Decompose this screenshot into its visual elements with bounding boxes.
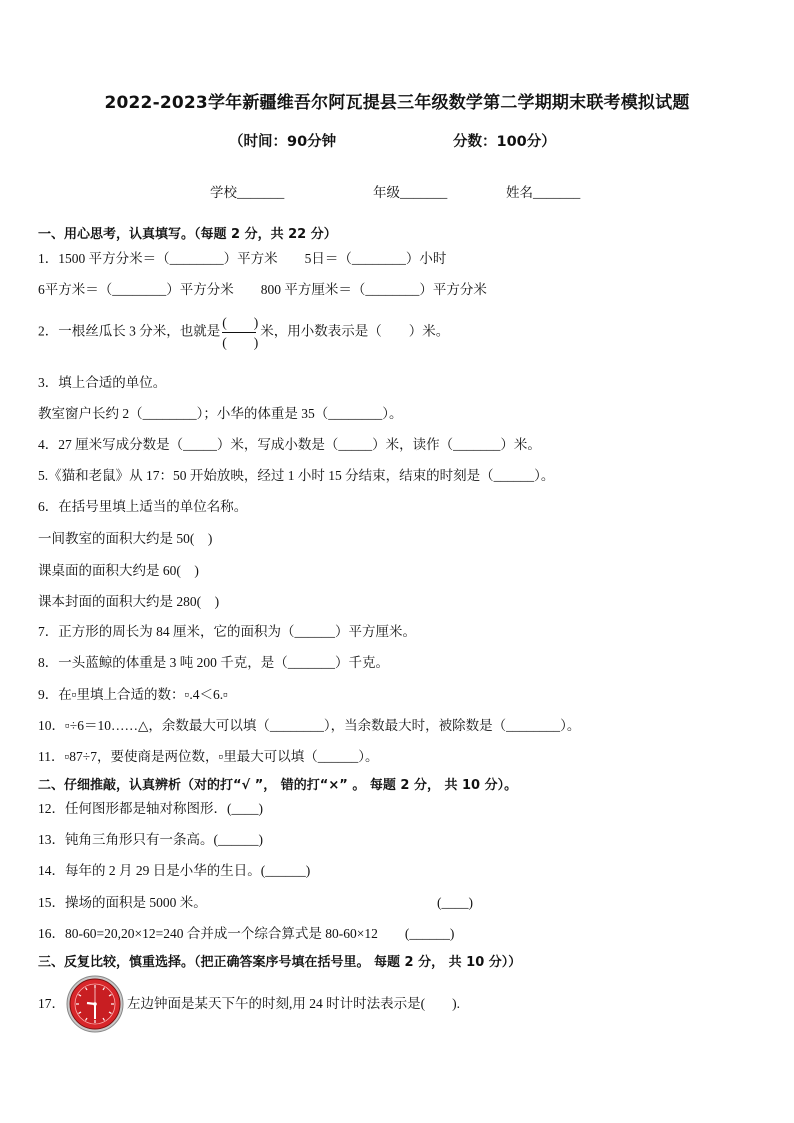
fraction-denominator: ( ) bbox=[222, 335, 259, 350]
clock-face-image bbox=[66, 975, 124, 1033]
exam-time: （时间：90分钟 bbox=[229, 134, 337, 150]
exam-title: 2022-2023学年新疆维吾尔阿瓦提县三年级数学第二学期期末联考模拟试题 bbox=[104, 93, 690, 113]
question-6c: 课本封面的面积大约是 280( ) bbox=[38, 594, 220, 609]
question-3: 3．填上合适的单位。 bbox=[38, 375, 167, 390]
question-15-blank: (____) bbox=[437, 895, 473, 910]
question-6b: 课桌面的面积大约是 60( ) bbox=[38, 563, 199, 578]
question-14: 14．每年的 2 月 29 日是小华的生日。(______) bbox=[38, 863, 311, 878]
question-17-text: 左边钟面是某天下午的时刻,用 24 时计时法表示是( ). bbox=[127, 996, 460, 1011]
section-2-heading: 二、仔细推敲，认真辨析（对的打“√ ”， 错的打“×” 。 每题 2 分， 共 10 分）。 bbox=[38, 778, 518, 793]
exam-score: 分数：100分） bbox=[453, 134, 556, 150]
name-field[interactable]: 姓名_______ bbox=[506, 185, 581, 200]
question-2-text-after: 米，用小数表示是（ ）米。 bbox=[260, 323, 450, 339]
question-9: 9．在▫里填上合适的数：▫.4＜6.▫ bbox=[38, 687, 228, 702]
question-2 bbox=[38, 314, 449, 351]
grade-field[interactable]: 年级_______ bbox=[373, 185, 448, 200]
fraction-blank[interactable] bbox=[222, 314, 258, 351]
question-10: 10．▫÷6＝10……△，余数最大可以填（________），当余数最大时，被除数是（________）。 bbox=[38, 718, 581, 733]
question-7: 7．正方形的周长为 84 厘米，它的面积为（______）平方厘米。 bbox=[38, 624, 416, 639]
question-8: 8．一头蓝鲸的体重是 3 吨 200 千克，是（_______）千克。 bbox=[38, 655, 389, 670]
question-6: 6．在括号里填上适当的单位名称。 bbox=[38, 499, 248, 514]
question-16: 16．80-60=20,20×12=240 合并成一个综合算式是 80-60×12 (______) bbox=[38, 926, 455, 941]
question-15: 15．操场的面积是 5000 米。 bbox=[38, 895, 207, 910]
fraction-bar bbox=[222, 332, 256, 333]
question-12: 12．任何图形都是轴对称图形．(____) bbox=[38, 801, 263, 816]
question-3a: 教室窗户长约 2（________）；小华的体重是 35（________）。 bbox=[38, 406, 403, 421]
section-3-heading: 三、反复比较，慎重选择。（把正确答案序号填在括号里。 每题 2 分， 共 10 分）） bbox=[38, 955, 522, 970]
question-1b: 6平方米＝（________）平方分米 800 平方厘米＝（________）平方分米 bbox=[38, 282, 487, 297]
question-4: 4．27 厘米写成分数是（_____）米，写成小数是（_____）米，读作（_______）米。 bbox=[38, 437, 541, 452]
question-1a: 1．1500 平方分米＝（________）平方米 5日＝（________）小时 bbox=[38, 251, 447, 266]
question-5: 5.《猫和老鼠》从 17：50 开始放映，经过 1 小时 15 分结束，结束的时刻是（______）。 bbox=[38, 468, 555, 483]
question-11: 11．▫87÷7，要使商是两位数，▫里最大可以填（______）。 bbox=[38, 749, 379, 764]
fraction-numerator: ( ) bbox=[222, 315, 259, 330]
school-field[interactable]: 学校_______ bbox=[210, 185, 285, 200]
section-1-heading: 一、用心思考，认真填写。（每题 2 分，共 22 分） bbox=[38, 227, 337, 242]
question-6a: 一间教室的面积大约是 50( ) bbox=[38, 531, 213, 546]
question-2-text-before: 2．一根丝瓜长 3 分米，也就是 bbox=[38, 323, 221, 339]
question-13: 13．钝角三角形只有一条高。(______) bbox=[38, 832, 263, 847]
question-17-number: 17． bbox=[38, 996, 65, 1011]
